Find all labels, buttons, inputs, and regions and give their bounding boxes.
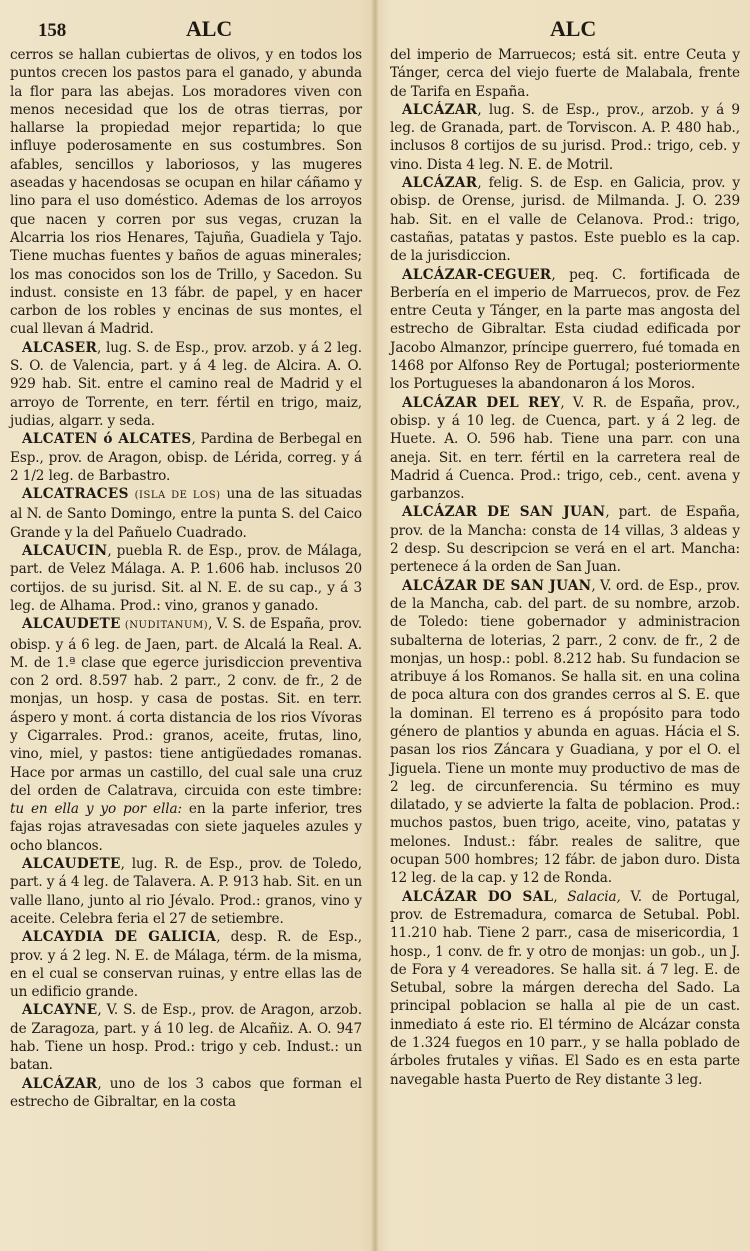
entry-text: , V. S. de España, prov. obisp. y á 6 leg. de Jaen, part. de Alcalá la Real. A. M. de 1.ª clase que egerce jurisdiccion preventiva con 2 ord. 8.597 hab. 2 parr., 2 conv. de fr., 2 de monjas, un hosp. y casa de postas. Sit. en terr. áspero y mont. á corta distancia de los rios Vívoras y Cigarrales. Prod.: granos, aceite, frutas, lino, vino, miel, y pastos: tiene antigüedades romanas. Hace por armas un castillo, del cual sale una cruz del orden de Calatrava, circuida con este timbre: xyxy=(10,616,362,799)
right-body xyxy=(390,46,740,1089)
right-header xyxy=(390,18,740,46)
dictionary-entry xyxy=(10,485,362,542)
dictionary-entry xyxy=(10,1001,362,1074)
left-body xyxy=(10,46,362,1111)
dictionary-entry xyxy=(10,1075,362,1112)
left-column xyxy=(10,18,362,1111)
entry-text: , lug. S. de Esp., prov., arzob. y á 9 leg. de Granada, part. de Torviscon. A. P. 480 hab., inclusos 8 cortijos de su jurisd. Prod.: trigo, ceb. y vino. Dista 4 leg. N. E. de Motril. xyxy=(390,101,740,173)
entry-headword: ALCÁZAR DEL REY xyxy=(402,394,561,411)
entry-text: , felig. S. de Esp. en Galicia, prov. y obisp. de Orense, jurisd. de Milmanda. J. O. 239 hab. Sit. en el valle de Celanova. Prod.: trigo, castañas, patatas y pastos. Este pueblo es la cap. de la jurisdiccion. xyxy=(390,175,740,265)
entry-italic: tu en ella y yo por ella: xyxy=(10,801,182,818)
entry-headword: ALCÁZAR xyxy=(402,175,478,192)
running-head-right: ALC xyxy=(550,16,597,41)
entry-text: , V. R. de España, prov., obisp. y á 10 leg. de Cuenca, part. y á 2 leg. de Huete. A. O. 596 hab. Tiene una parr. con una aneja. Sit. en terr. fértil en la carretera real de Madrid á Cuenca. Prod.: trigo, ceb., cent. avena y garbanzos. xyxy=(390,394,741,503)
entry-headword: ALCAYNE xyxy=(22,1002,98,1019)
entry-text: , part. de España, prov. de la Mancha: consta de 14 villas, 3 aldeas y 2 desp. Su descripcion se verá en el art. Mancha: pertenece á la orden de San Juan. xyxy=(390,504,740,576)
dictionary-entry xyxy=(390,174,740,265)
entry-small-caps: (NUDITANUM) xyxy=(124,620,209,632)
entry-headword: ALCAUCIN xyxy=(22,543,108,560)
dictionary-entry xyxy=(10,928,362,1001)
entry-text: , desp. R. de Esp., prov. y á 2 leg. N. E. de Málaga, térm. de la misma, en el cual se conservan ruinas, y entre ellas las de un edificio grande. xyxy=(10,929,362,1001)
entry-italic: Salacia, xyxy=(567,888,621,905)
right-column xyxy=(390,18,740,1089)
entry-text: , lug. S. de Esp., prov. arzob. y á 2 leg. S. O. de Valencia, part. y á 4 leg. de Alcira. A. O. 929 hab. Sit. entre el camino real de Madrid y el arroyo de Torrente, en terr. fértil en trigo, maiz, judias, algarr. y seda. xyxy=(10,339,362,429)
dictionary-entry xyxy=(390,394,740,504)
dictionary-entry xyxy=(10,430,362,485)
entry-text: , uno de los 3 cabos que forman el estrecho de Gibraltar, en la costa xyxy=(10,1075,362,1110)
running-head-left: ALC xyxy=(186,16,233,41)
entry-text: una de las situadas al N. de Santo Domingo, entre la punta S. del Caico Grande y la del Pañuelo Cuadrado. xyxy=(10,486,362,541)
continuation-text: del imperio de Marruecos; está sit. entre Ceuta y Tánger, cerca del viejo fuerte de Malabala, frente de Tarifa en España. xyxy=(390,47,740,100)
left-header xyxy=(10,18,362,46)
dictionary-entry xyxy=(390,503,740,576)
entry-headword: ALCÁZAR DE SAN JUAN xyxy=(402,504,606,521)
entry-text: , V. ord. de Esp., prov. de la Mancha, cab. del part. de su nombre, arzob. de Toledo: tiene gobernador y administracion subalterna de loterias, 2 parr., 2 conv. de fr., 2 de monjas, un hosp.: pobl. 8.212 hab. Su fundacion se atribuye á los Romanos. Se halla sit. en una colina de poca altura con dos grandes cerros al S. E. que la dominan. El terreno es á propósito para todo género de plantios y abunda en aguas. Hácia el S. pasan los rios Záncara y Guadiana, y por el O. el Jiguela. Tiene un monte muy productivo de mas de 2 leg. de circunferencia. Su término es muy dilatado, y se advierte la falta de poblacion. Prod.: muchos pastos, buen trigo, aceite, vino, patatas y melones. Indust.: fábr. reales de salitre, que ocupan 500 hombres; 12 fábr. de jabon duro. Dista 12 leg. de la cap. y 12 de Ronda. xyxy=(390,577,740,887)
dictionary-entry xyxy=(390,101,740,174)
entry-text: , Pardina de Berbegal en Esp., prov. de Aragon, obisp. de Lérida, correg. y á 2 1/2 leg. de Barbastro. xyxy=(10,431,362,484)
entry-headword: ALCÁZAR xyxy=(402,101,478,118)
entry-headword: ALCAUDETE xyxy=(22,616,121,633)
entry-headword: ALCASER xyxy=(22,339,98,356)
entry-text: , V. S. de Esp., prov. de Aragon, arzob. de Zaragoza, part. y á 10 leg. de Alcañiz. A. O. 947 hab. Tiene un hosp. Prod.: trigo y ceb. Indust.: un batan. xyxy=(10,1002,362,1074)
dictionary-entry xyxy=(10,339,362,430)
entry-headword: ALCÁZAR DE SAN JUAN xyxy=(402,577,592,594)
entry-headword: ALCÁZAR xyxy=(22,1075,98,1092)
dictionary-entry xyxy=(390,266,740,394)
entry-text: , peq. C. fortificada de Berbería en el imperio de Marruecos, prov. de Fez entre Ceuta y Tánger, en la parte mas angosta del estrecho de Gibraltar. Esta ciudad edificada por Jacobo Almanzor, príncipe guerrero, fué tomada en 1468 por Alfonso Rey de Portugal; posteriormente los Portugueses la abandonaron á los Moros. xyxy=(390,266,740,393)
entry-headword: ALCÁZAR DO SAL xyxy=(402,888,554,905)
entry-text: , lug. R. de Esp., prov. de Toledo, part. y á 4 leg. de Talavera. A. P. 913 hab. Sit. en un valle llano, junto al rio Jévalo. Prod.: granos, vino y aceite. Celebra feria el 27 de setiembre. xyxy=(10,856,363,927)
entry-text: , puebla R. de Esp., prov. de Málaga, part. de Velez Málaga. A. P. 1.606 hab. inclusos 20 cortijos. de su jurisd. Sit. al N. E. de su cap., y á 3 leg. de Alhama. Prod.: vino, granos y ganado. xyxy=(10,543,362,614)
dictionary-entry xyxy=(10,542,362,615)
entry-small-caps: (ISLA DE LOS) xyxy=(134,490,221,502)
page-number: 158 xyxy=(38,20,67,41)
continuation-text: cerros se hallan cubiertas de olivos, y en todos los puntos crecen los pastos para el ganado, y abunda la flor para las abejas. Los moradores viven con menos necesidad que los de otras tierras, por hallarse la propiedad mejor repartida; lo que influye poderosamente en sus costumbres. Son afables, sencillos y laboriosos, y las mugeres aseadas y hacendosas se ocupan en hilar cáñamo y lino para el uso doméstico. Ademas de los arroyos que nacen y corren por sus vegas, cruzan la Alcarria los rios Henares, Tajuña, Guadiela y Tajo. Tiene muchas fuentes y baños de aguas minerales; los mas conocidos son los de Trillo, y Sacedon. Su indust. consiste en 13 fábr. de papel, y en hacer carbon de los robles y encinas de sus montes, el cual llevan á Madrid. xyxy=(10,47,362,338)
entry-text: , xyxy=(553,888,568,905)
entry-text-cont: en la parte inferior, tres fajas rojas atravesadas con siete jaqueles azules y ocho blancos. xyxy=(10,801,362,854)
dictionary-entry xyxy=(10,855,362,928)
entry-headword: ALCÁZAR-CEGUER xyxy=(402,266,552,283)
dictionary-entry xyxy=(10,615,362,855)
entry-headword: ALCATEN ó ALCATES xyxy=(22,431,192,448)
dictionary-entry xyxy=(390,888,740,1089)
entry-text-cont: V. de Portugal, prov. de Estremadura, comarca de Setubal. Pobl. 11.210 hab. Tiene 2 parr., casa de misericordia, 1 hosp., 1 conv. de fr. y otro de monjas: un gob., un J. de Fora y 4 vereadores. Se halla sit. á 7 leg. E. de Setubal, sobre la márgen derecha del Sado. La principal poblacion se halla al pie de un cast. inmediato á este rio. El término de Alcázar consta de 1.324 fuegos en 10 parr., y se halla poblado de árboles frutales y viñas. El Sado es en esta parte navegable hasta Puerto de Rey distante 3 leg. xyxy=(390,888,740,1088)
dictionary-entry xyxy=(390,577,740,888)
entry-headword: ALCAUDETE xyxy=(22,856,121,873)
entry-headword: ALCAYDIA DE GALICIA xyxy=(22,929,217,946)
page-gutter xyxy=(371,0,379,1251)
entry-headword: ALCATRACES xyxy=(22,486,129,503)
